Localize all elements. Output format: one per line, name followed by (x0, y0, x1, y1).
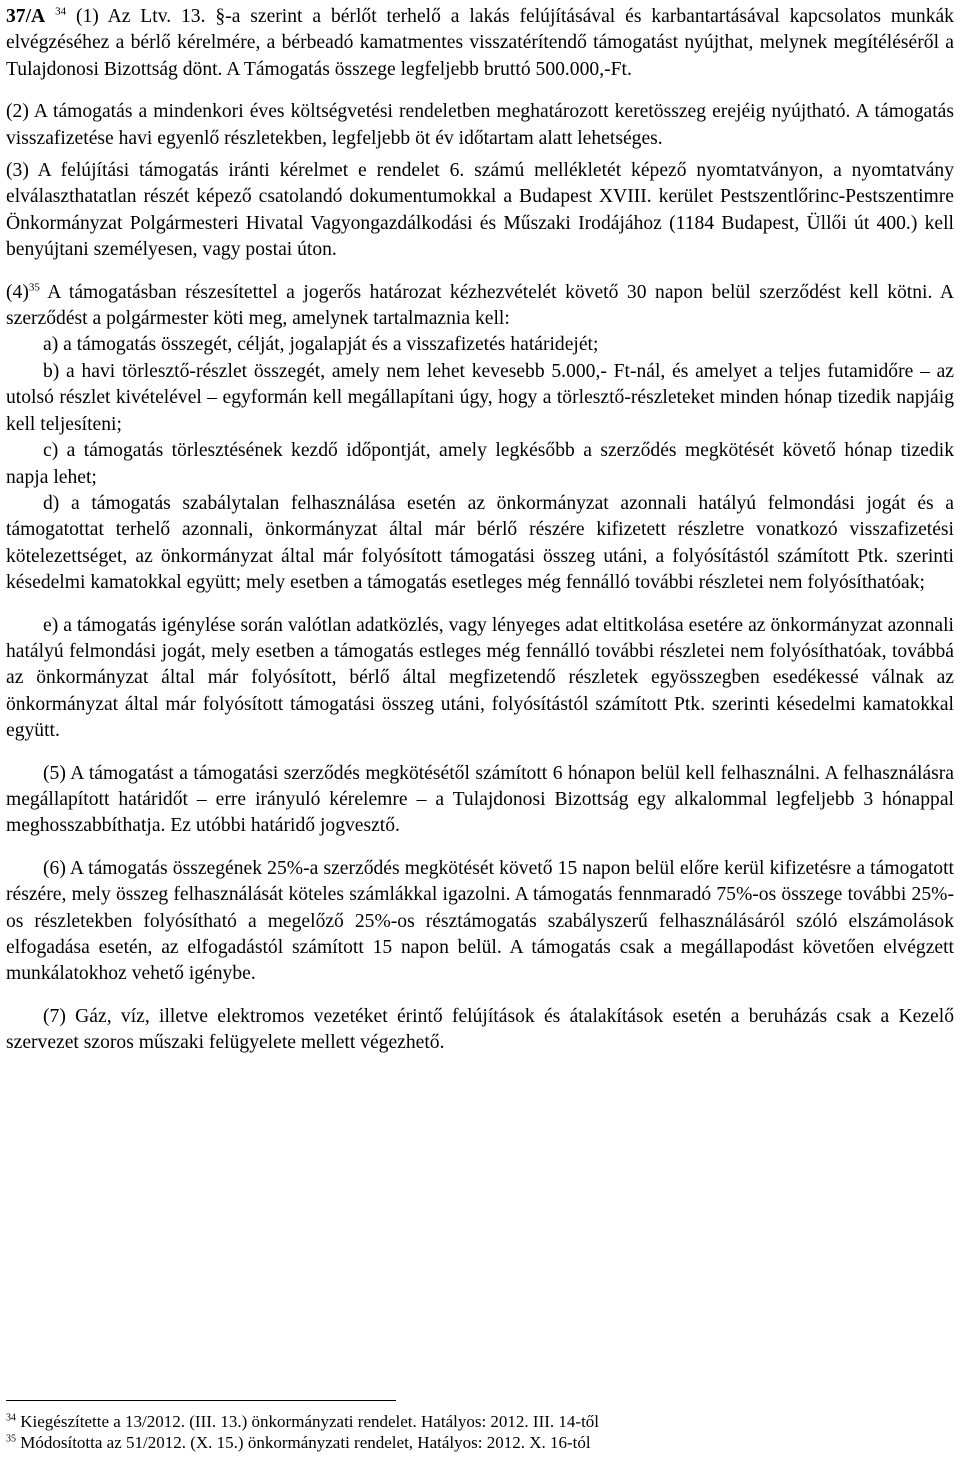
paragraph-4 (6, 280, 954, 333)
paragraph-1-text: (1) Az Ltv. 13. §-a szerint a bérlőt terhelő a lakás felújításával és karbantartásával kapcsolatos munkák elvégzéséhez a bérlő kérelmére, a bérbeadó kamatmentes visszatérítendő támogatást nyújthat, melynek megítéléséről a Tulajdonosi Bizottság dönt. A Támogatás összege legfeljebb bruttó 500.000,-Ft. (6, 6, 954, 80)
paragraph-4-item-d: d) a támogatás szabálytalan felhasználása esetén az önkormányzat azonnali hatályú felmondási jogát és a támogatottat terhelő azonnali, önkormányzat által már bérlő részére kifizetett részletre vonatkozó visszafizetési kötelezettséget, az önkormányzat által már folyósított támogatási összeg utáni, a folyósítástól számított Ptk. szerinti késedelmi kamatokkal együtt; mely esetben a támogatás esetleges még fennálló további részletei nem folyósíthatóak; (6, 492, 954, 594)
paragraph-3: (3) A felújítási támogatás iránti kérelmet e rendelet 6. számú mellékletét képező nyomtatványon, a nyomtatvány elválaszthatatlan részét képező csatolandó dokumentumokkal a Budapest XVIII. kerület Pestszentlőrinc-Pestszentimre Önkormányzat Polgármesteri Hivatal Vagyongazdálkodási és Műszaki Irodájához (1184 Budapest, Üllői út 400.) kell benyújtani személyesen, vagy postai úton. (6, 160, 954, 261)
paragraph-6: (6) A támogatás összegének 25%-a szerződés megkötését követő 15 napon belül előre kerül kifizetésre a támogatott részére, mely összeg felhasználását köteles számlákkal igazolni. A támogatás fennmaradó 75%-os összege további 25%-os részletekben folyósítható a megelőző 25%-os résztámogatás szabályszerű felhasználásáról szóló elszámolások elfogadása esetén, az elfogadástól számított 15 napon belül. A támogatás csak a megállapodást követően elvégzett munkálatokhoz vehető igénybe. (6, 857, 954, 985)
paragraph-7: (7) Gáz, víz, illetve elektromos vezetéket érintő felújítások és átalakítások esetén a beruházás csak a Kezelő szervezet szoros műszaki felügyelete mellett végezhető. (6, 1005, 954, 1054)
paragraph-4-item-e: e) a támogatás igénylése során valótlan adatközlés, vagy lényeges adat eltitkolása esetére az önkormányzat azonnali hatályú felmondási jogát, mely esetben a támogatás estleges még fennálló további részletei nem folyósíthatóak, továbbá az önkormányzat által már folyósított, bérlő által megfizetendő részletek egyösszegben esedékessé válnak az önkormányzat által már folyósított támogatási összeg utáni, folyósítástól számított Ptk. szerinti késedelmi kamatokkal együtt. (6, 614, 954, 742)
footnote-text: Kiegészítette a 13/2012. (III. 13.) önkormányzati rendelet. Hatályos: 2012. III. 14-től (16, 1412, 600, 1431)
document-body (6, 4, 954, 1057)
footnote-number: 35 (6, 1433, 16, 1445)
footnote-34 (6, 1411, 954, 1432)
paragraph-4-item-a: a) a támogatás összegét, célját, jogalapját és a visszafizetés határidejét; (43, 334, 599, 356)
paragraph-4-prefix: (4) (6, 281, 29, 303)
section-number: 37/A (6, 6, 46, 27)
paragraph-4-item-c: c) a támogatás törlesztésének kezdő időpontját, amely legkésőbb a szerződés megkötését követő hónap tizedik napja lehet; (6, 440, 954, 488)
paragraph-4-text: A támogatásban részesítettel a jogerős határozat kézhezvételét követő 30 napon belül szerződést kell kötni. A szerződést a polgármester köti meg, amelynek tartalmaznia kell: (6, 281, 954, 330)
footnote-text: Módosította az 51/2012. (X. 15.) önkormányzati rendelet, Hatályos: 2012. X. 16-tól (16, 1433, 591, 1452)
footnotes (6, 1400, 954, 1453)
footnote-ref-34: 34 (55, 5, 67, 18)
paragraph-2: (2) A támogatás a mindenkori éves költségvetési rendeletben meghatározott keretösszeg erejéig nyújtható. A támogatás visszafizetése havi egyenlő részletekben, legfeljebb öt év időtartam alatt lehetséges. (6, 101, 954, 149)
paragraph-4-item-b: b) a havi törlesztő-részlet összegét, amely nem lehet kevesebb 5.000,- Ft-nál, és amelyet a teljes futamidőre – az utolsó részlet kivételével – egyformán kell megállapítani úgy, hogy a törlesztő-részleteket minden hónap tizedik napjáig kell teljesíteni; (6, 360, 954, 435)
section-37a-paragraph-1 (6, 4, 954, 83)
footnote-ref-35: 35 (28, 281, 40, 294)
footnote-35 (6, 1432, 954, 1453)
footnote-divider (6, 1400, 396, 1401)
paragraph-5: (5) A támogatást a támogatási szerződés megkötésétől számított 6 hónapon belül kell felhasználni. A felhasználásra megállapított határidőt – erre irányuló kérelemre – a Tulajdonosi Bizottság egy alkalommal legfeljebb 3 hónappal meghosszabbíthatja. Ez utóbbi határidő jogvesztő. (6, 762, 954, 837)
footnote-number: 34 (6, 1412, 16, 1424)
